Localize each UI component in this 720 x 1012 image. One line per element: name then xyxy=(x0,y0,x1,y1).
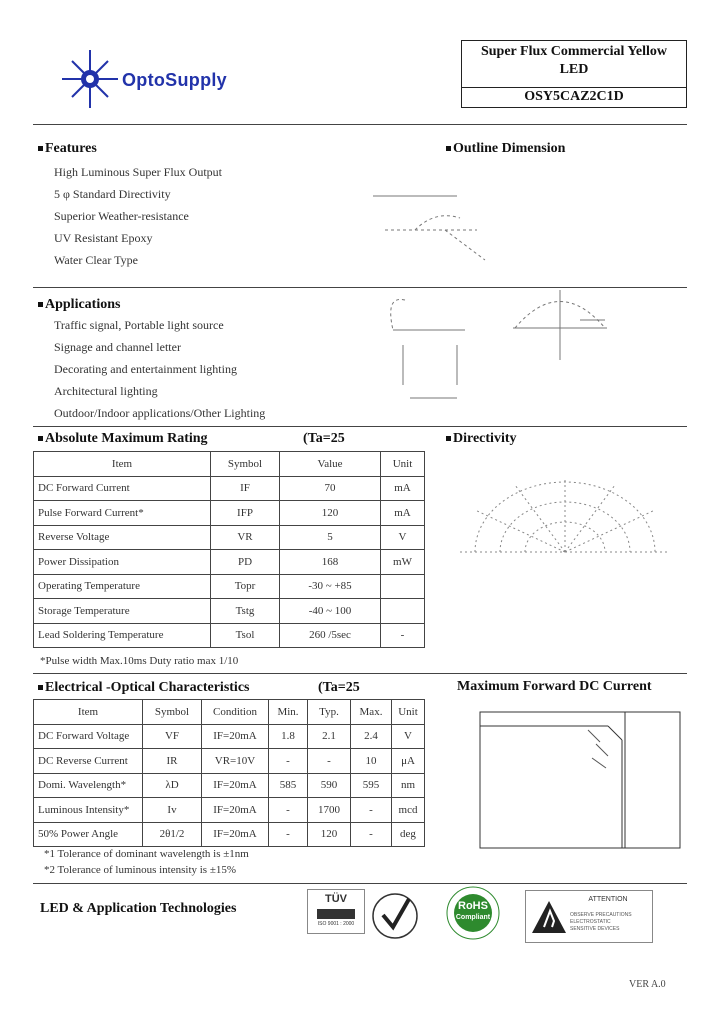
electrical-heading: Electrical -Optical Characteristics xyxy=(38,680,249,696)
table-cell: - xyxy=(269,822,308,847)
esd-attention-badge xyxy=(525,890,653,943)
brand-name: OptoSupply xyxy=(122,70,227,90)
table-cell: λD xyxy=(143,773,202,798)
table-cell: 5 xyxy=(280,525,381,550)
table-row xyxy=(34,525,425,550)
divider xyxy=(33,426,687,427)
table-row xyxy=(34,550,425,575)
table-cell: Iv xyxy=(143,798,202,823)
tuv-badge xyxy=(307,889,365,934)
table-cell: 1700 xyxy=(308,798,351,823)
table-cell: Operating Temperature xyxy=(34,574,211,599)
table-header-cell: Unit xyxy=(381,452,425,477)
electrical-condition: (Ta=25 xyxy=(318,680,360,695)
table-cell: V xyxy=(381,525,425,550)
product-title: Super Flux Commercial Yellow LED xyxy=(480,44,667,77)
table-cell: - xyxy=(351,822,392,847)
table-cell: IR xyxy=(143,749,202,774)
table-cell: 1.8 xyxy=(269,724,308,749)
rohs-badge xyxy=(440,886,506,940)
table-cell: 2.4 xyxy=(351,724,392,749)
table-row xyxy=(34,749,425,774)
table-header-cell: Symbol xyxy=(211,452,280,477)
rohs-label: RoHS xyxy=(458,900,488,912)
table-header-cell: Condition xyxy=(202,700,269,725)
table-cell: mW xyxy=(381,550,425,575)
table-header-cell: Value xyxy=(280,452,381,477)
table-cell: 595 xyxy=(351,773,392,798)
table-row xyxy=(34,476,425,501)
abs-max-heading: Absolute Maximum Rating xyxy=(38,431,208,447)
table-row xyxy=(34,773,425,798)
electrical-table xyxy=(33,699,425,847)
feature-item: Superior Weather-resistance xyxy=(54,209,189,223)
max-forward-chart xyxy=(470,700,690,850)
application-item: Decorating and entertainment lighting xyxy=(54,362,237,376)
tuv-label: TÜV xyxy=(325,893,347,905)
application-item: Signage and channel letter xyxy=(54,340,181,354)
table-cell: - xyxy=(351,798,392,823)
optosupply-logo xyxy=(60,48,275,110)
feature-item: UV Resistant Epoxy xyxy=(54,231,153,245)
table-cell: PD xyxy=(211,550,280,575)
electrical-note: *1 Tolerance of dominant wavelength is ±1nm xyxy=(44,848,249,860)
table-cell: 10 xyxy=(351,749,392,774)
table-cell: mA xyxy=(381,501,425,526)
table-cell: VR xyxy=(211,525,280,550)
divider xyxy=(33,124,687,125)
iso-label: ISO 9001 : 2000 xyxy=(317,921,355,927)
table-cell: 50% Power Angle xyxy=(34,822,143,847)
table-header-cell: Item xyxy=(34,452,211,477)
table-cell xyxy=(381,599,425,624)
attention-title: ATTENTION xyxy=(588,896,628,903)
table-cell: Domi. Wavelength* xyxy=(34,773,143,798)
table-row xyxy=(34,724,425,749)
table-cell: - xyxy=(308,749,351,774)
table-cell: 2.1 xyxy=(308,724,351,749)
max-forward-heading: Maximum Forward DC Current xyxy=(457,679,652,694)
table-row xyxy=(34,574,425,599)
table-row xyxy=(34,501,425,526)
part-number: OSY5CAZ2C1D xyxy=(462,87,686,106)
table-cell: VF xyxy=(143,724,202,749)
divider xyxy=(33,287,687,288)
table-cell: 168 xyxy=(280,550,381,575)
table-cell: DC Forward Current xyxy=(34,476,211,501)
title-box xyxy=(461,40,687,108)
esd-warning-icon xyxy=(530,899,568,935)
feature-item: 5 φ Standard Directivity xyxy=(54,187,171,201)
table-cell: IF xyxy=(211,476,280,501)
table-header-cell: Typ. xyxy=(308,700,351,725)
abs-max-condition: (Ta=25 xyxy=(303,431,345,446)
table-cell: DC Forward Voltage xyxy=(34,724,143,749)
version-label: VER A.0 xyxy=(629,979,666,990)
outline-heading: Outline Dimension xyxy=(446,141,565,157)
table-cell: 70 xyxy=(280,476,381,501)
abs-max-table xyxy=(33,451,425,648)
table-cell: Tsol xyxy=(211,623,280,648)
table-row xyxy=(34,623,425,648)
table-cell: IF=20mA xyxy=(202,798,269,823)
table-cell: DC Reverse Current xyxy=(34,749,143,774)
table-cell: Tstg xyxy=(211,599,280,624)
certified-company-badge xyxy=(369,889,421,939)
features-heading: Features xyxy=(38,141,97,157)
table-header-cell: Unit xyxy=(392,700,425,725)
company-name: LED & Application Technologies xyxy=(40,901,237,916)
table-cell: deg xyxy=(392,822,425,847)
table-cell: 120 xyxy=(280,501,381,526)
divider xyxy=(33,883,687,884)
table-cell: Lead Soldering Temperature xyxy=(34,623,211,648)
table-cell: mA xyxy=(381,476,425,501)
table-cell: VR=10V xyxy=(202,749,269,774)
table-cell: Luminous Intensity* xyxy=(34,798,143,823)
applications-heading: Applications xyxy=(38,297,120,313)
table-cell: 585 xyxy=(269,773,308,798)
feature-item: High Luminous Super Flux Output xyxy=(54,165,223,179)
star-logo-icon xyxy=(60,48,120,110)
table-cell: IF=20mA xyxy=(202,724,269,749)
table-cell: nm xyxy=(392,773,425,798)
table-header-row xyxy=(34,700,425,725)
abs-max-note: *Pulse width Max.10ms Duty ratio max 1/10 xyxy=(40,655,239,667)
table-cell: IFP xyxy=(211,501,280,526)
table-cell: 260 /5sec xyxy=(280,623,381,648)
table-cell: 2θ1/2 xyxy=(143,822,202,847)
table-header-cell: Item xyxy=(34,700,143,725)
directivity-heading: Directivity xyxy=(446,431,517,447)
table-cell: mcd xyxy=(392,798,425,823)
electrical-note: *2 Tolerance of luminous intensity is ±15% xyxy=(44,864,237,876)
table-cell: Pulse Forward Current* xyxy=(34,501,211,526)
table-cell: 120 xyxy=(308,822,351,847)
rohs-seal-icon xyxy=(440,886,506,940)
table-cell: IF=20mA xyxy=(202,773,269,798)
table-cell: - xyxy=(269,749,308,774)
checkmark-seal-icon xyxy=(369,889,421,939)
table-cell: IF=20mA xyxy=(202,822,269,847)
table-cell: 590 xyxy=(308,773,351,798)
rohs-compliant-label: Compliant xyxy=(455,914,491,921)
table-cell: - xyxy=(381,623,425,648)
table-cell: -40 ~ 100 xyxy=(280,599,381,624)
attention-text: OBSERVE PRECAUTIONS ELECTROSTATIC SENSITIVE DEVICES xyxy=(570,912,632,932)
table-cell: Storage Temperature xyxy=(34,599,211,624)
table-cell: Topr xyxy=(211,574,280,599)
table-cell: V xyxy=(392,724,425,749)
application-item: Traffic signal, Portable light source xyxy=(54,318,224,332)
directivity-chart xyxy=(455,470,675,570)
table-cell: μA xyxy=(392,749,425,774)
table-header-cell: Max. xyxy=(351,700,392,725)
table-row xyxy=(34,599,425,624)
table-header-row xyxy=(34,452,425,477)
table-cell: - xyxy=(269,798,308,823)
table-cell xyxy=(381,574,425,599)
table-cell: -30 ~ +85 xyxy=(280,574,381,599)
table-row xyxy=(34,798,425,823)
divider xyxy=(33,673,687,674)
feature-item: Water Clear Type xyxy=(54,253,138,267)
application-item: Architectural lighting xyxy=(54,384,158,398)
table-header-cell: Min. xyxy=(269,700,308,725)
table-cell: Reverse Voltage xyxy=(34,525,211,550)
outline-drawing xyxy=(365,170,625,410)
table-header-cell: Symbol xyxy=(143,700,202,725)
table-row xyxy=(34,822,425,847)
application-item: Outdoor/Indoor applications/Other Lighting xyxy=(54,406,266,420)
table-cell: Power Dissipation xyxy=(34,550,211,575)
